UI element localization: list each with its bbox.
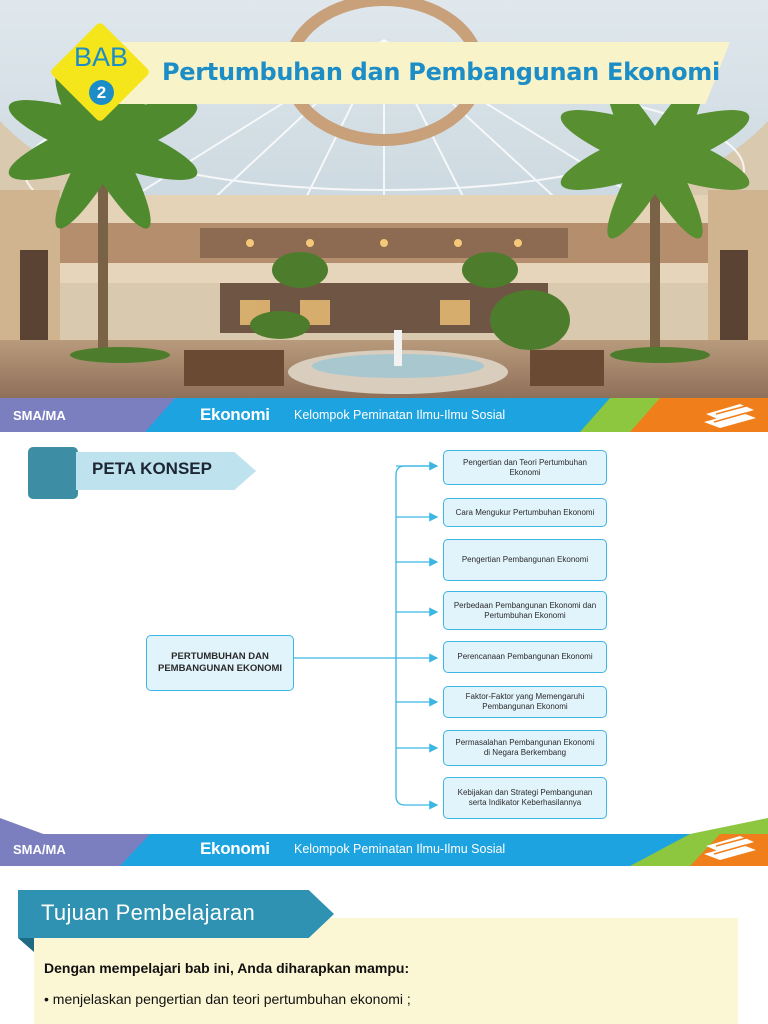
footer-group: Kelompok Peminatan Ilmu-Ilmu Sosial [294,408,506,422]
concept-item: Pengertian dan Teori Pertumbuhan Ekonomi [443,450,607,485]
objectives-intro: Dengan mempelajari bab ini, Anda diharapkan mampu: [44,960,410,976]
concept-item: Perencanaan Pembangunan Ekonomi [443,641,607,673]
concept-connectors [0,432,768,866]
footer-grade: SMA/MA [13,408,66,423]
book-stack-icon [700,830,760,864]
main-concept-box: PERTUMBUHAN DAN PEMBANGUNAN EKONOMI [146,635,294,691]
bab-number: 2 [89,80,114,105]
concept-item: Faktor-Faktor yang Memengaruhi Pembangunan Ekonomi [443,686,607,718]
concept-item: Cara Mengukur Pertumbuhan Ekonomi [443,498,607,527]
footer-subject: Ekonomi [200,405,270,424]
objective-item: • menjelaskan pengertian dan teori pertumbuhan ekonomi ; [44,991,411,1007]
objectives-banner-fold [18,938,34,952]
slide-footer [0,398,768,432]
concept-map-slide [0,432,768,866]
cover-slide [0,0,768,432]
concept-item: Kebijakan dan Strategi Pembangunan serta Indikator Keberhasilannya [443,777,607,819]
footer-group: Kelompok Peminatan Ilmu-Ilmu Sosial [294,842,506,856]
concept-item: Perbedaan Pembangunan Ekonomi dan Pertumbuhan Ekonomi [443,591,607,630]
concept-item: Pengertian Pembangunan Ekonomi [443,539,607,581]
footer-grade: SMA/MA [13,842,66,857]
learning-objectives-slide [0,866,768,1024]
chapter-title: Pertumbuhan dan Pembangunan Ekonomi [162,58,720,86]
bab-label: BAB [73,42,129,72]
footer-subject: Ekonomi [200,839,270,858]
book-stack-icon [700,400,760,432]
objectives-heading: Tujuan Pembelajaran [41,900,256,925]
slide-footer [0,818,768,866]
peta-konsep-heading: PETA KONSEP [92,459,212,478]
concept-item: Permasalahan Pembangunan Ekonomi di Negara Berkembang [443,730,607,766]
